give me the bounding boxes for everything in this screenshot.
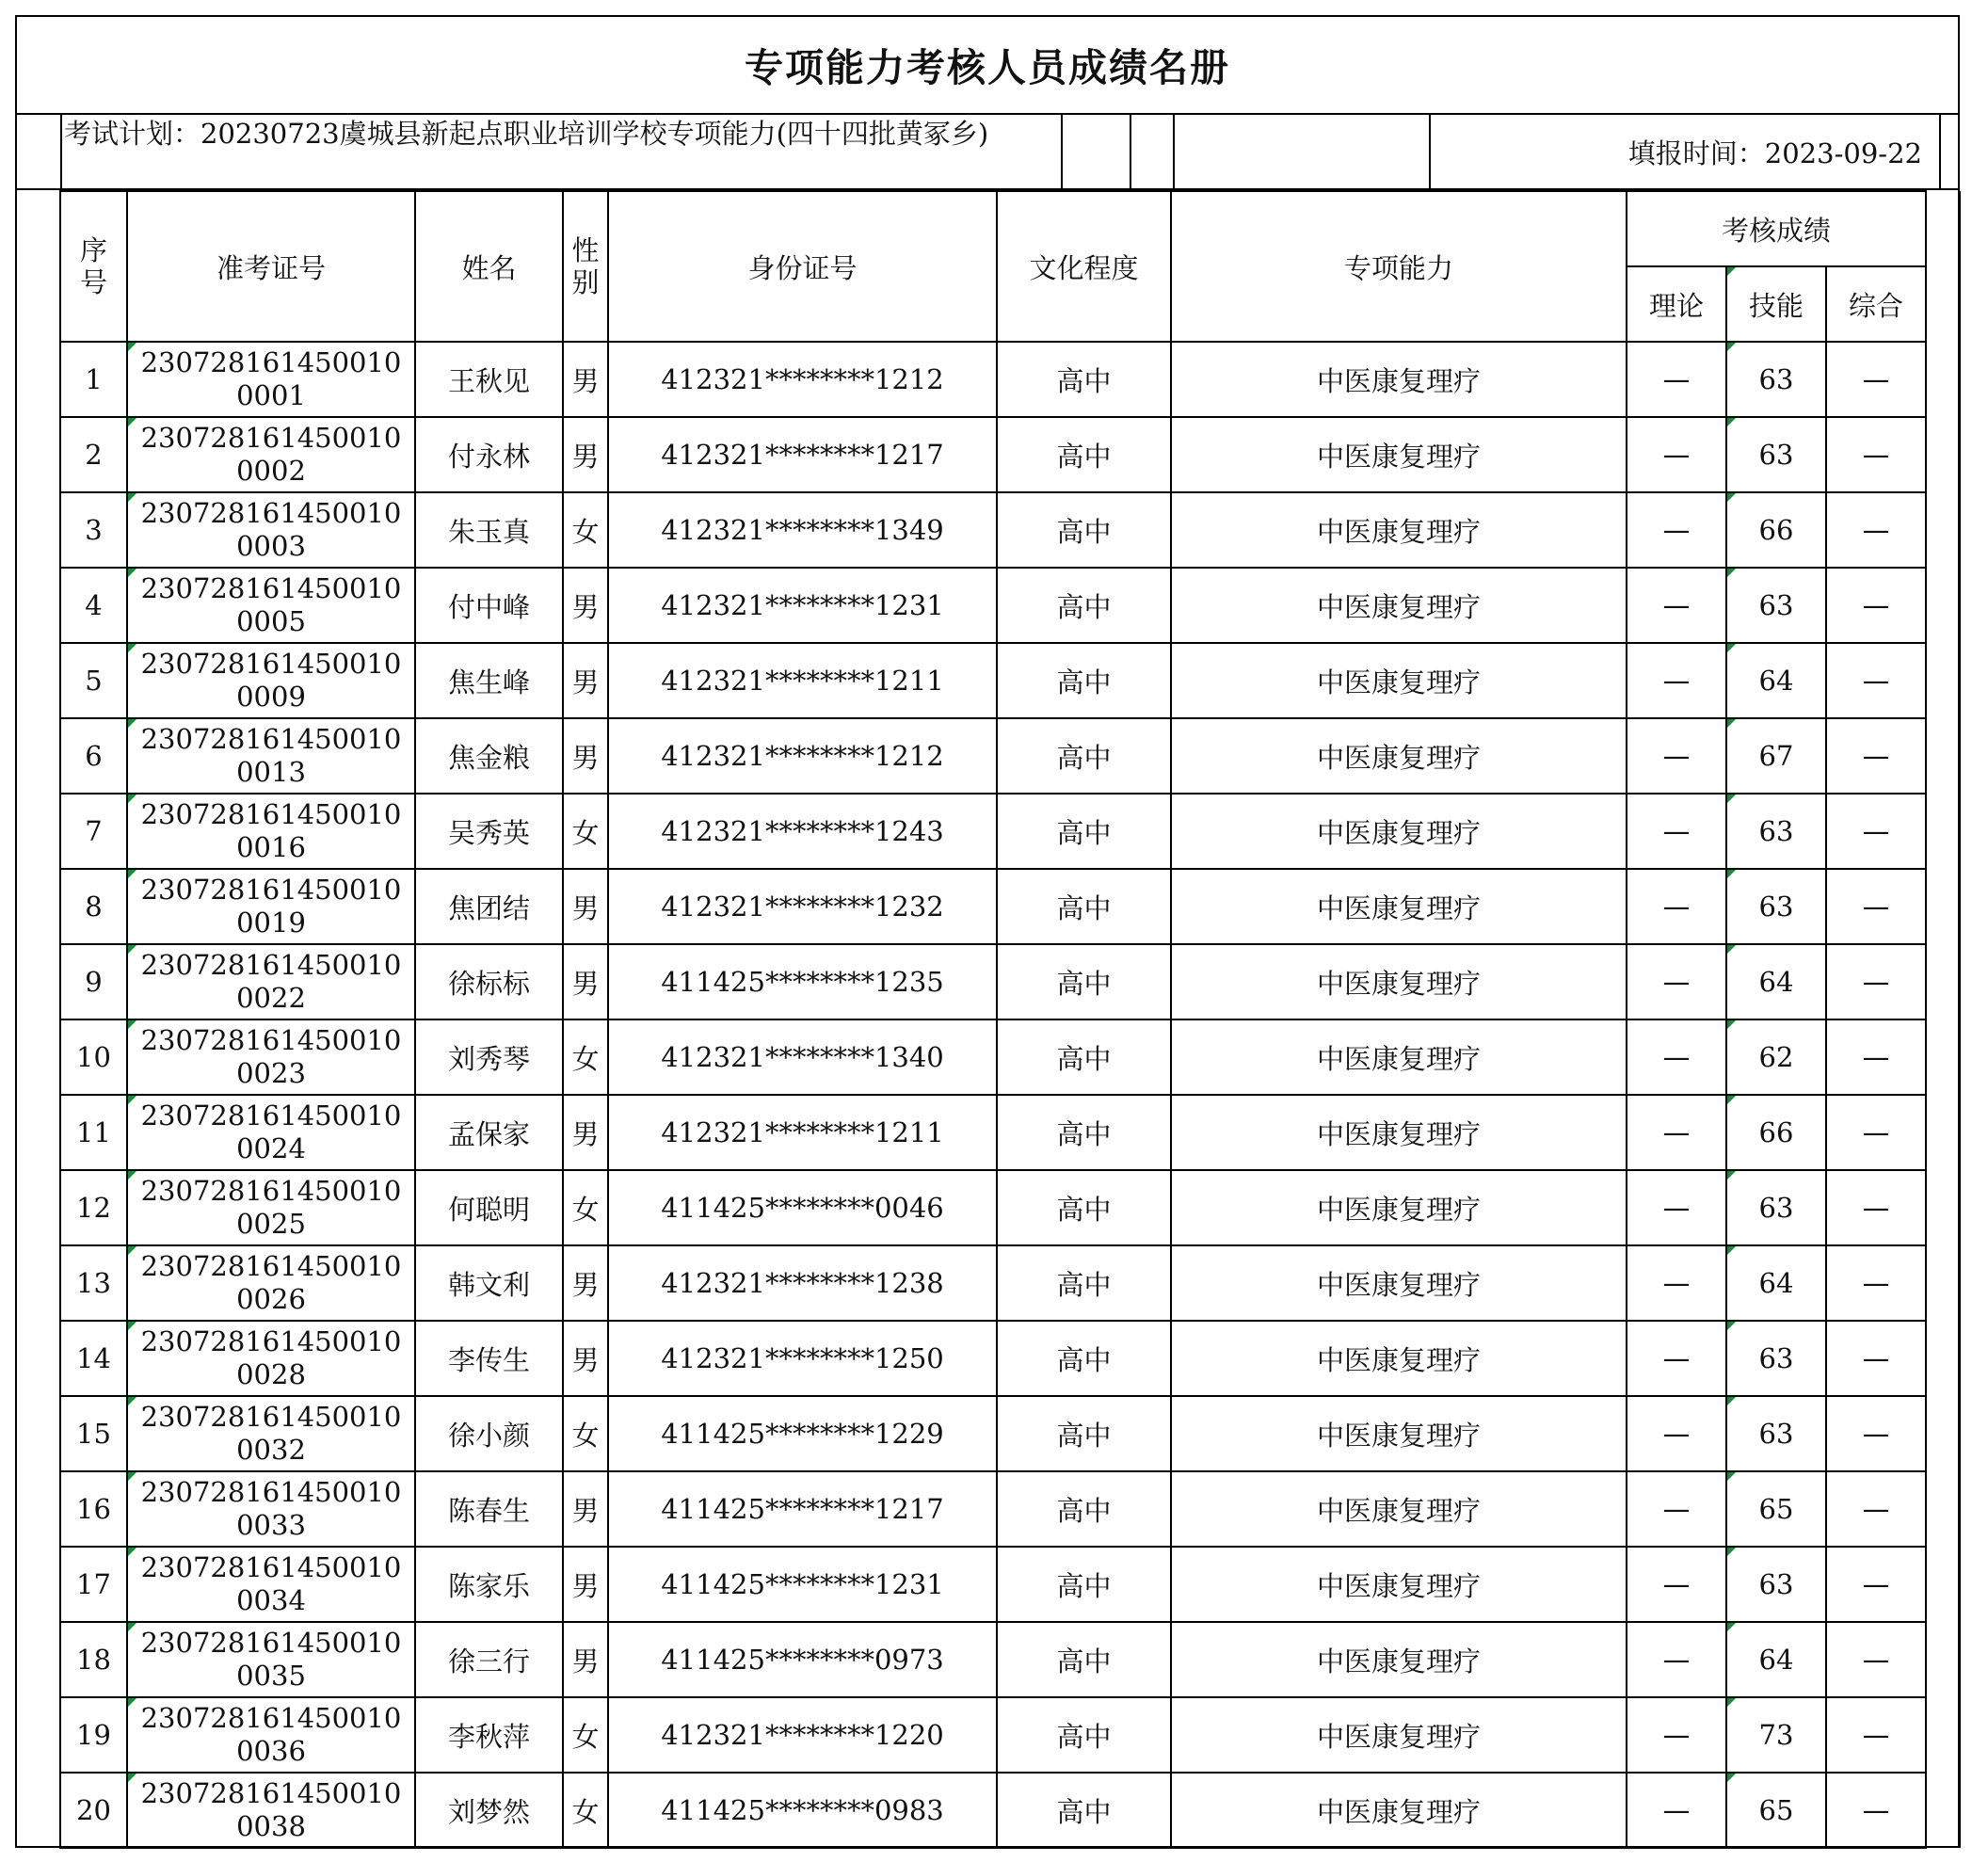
left-margin-cell [15,1321,60,1396]
gender-cell: 女 [563,492,608,568]
theory-score-cell: — [1627,492,1726,568]
theory-score-cell: — [1627,568,1726,643]
table-row [15,1622,1960,1697]
table-row [15,1245,1960,1321]
gender-cell: 女 [563,1170,608,1245]
left-margin-cell [15,794,60,869]
right-margin-cell [1926,417,1960,492]
left-margin-cell [15,492,60,568]
name-cell: 焦团结 [415,869,563,944]
practice-score-cell: 63 [1726,342,1826,417]
name-cell: 陈家乐 [415,1547,563,1622]
left-margin-cell [15,1019,60,1095]
id-number-cell: 412321********1243 [608,794,997,869]
theory-score-cell: — [1627,1697,1726,1773]
table-row [15,643,1960,718]
practice-score-cell: 65 [1726,1471,1826,1547]
overall-score-cell: — [1826,1697,1926,1773]
right-margin-cell [1926,1170,1960,1245]
skill-cell: 中医康复理疗 [1171,1095,1627,1170]
gender-cell: 女 [563,1019,608,1095]
name-cell: 焦生峰 [415,643,563,718]
seq-cell: 5 [60,643,127,718]
ticket-number-cell: 2307281614500100032 [127,1396,415,1471]
id-number-cell: 412321********1212 [608,342,997,417]
practice-score-cell: 66 [1726,492,1826,568]
left-margin-cell [15,1396,60,1471]
theory-score-cell: — [1627,794,1726,869]
ticket-number-cell: 2307281614500100038 [127,1773,415,1848]
education-cell: 高中 [997,643,1171,718]
left-margin-cell [15,643,60,718]
table-row [15,1170,1960,1245]
gender-cell: 女 [563,1396,608,1471]
seq-cell: 10 [60,1019,127,1095]
score-table [15,190,1961,1849]
seq-cell: 12 [60,1170,127,1245]
info-fill-time-cell [1431,115,1941,188]
gender-cell: 男 [563,1321,608,1396]
id-number-cell: 411425********1235 [608,944,997,1019]
education-cell: 高中 [997,1471,1171,1547]
id-number-cell: 412321********1211 [608,643,997,718]
right-margin-cell [1926,1245,1960,1321]
skill-cell: 中医康复理疗 [1171,944,1627,1019]
overall-score-cell: — [1826,568,1926,643]
title-row [15,15,1960,115]
practice-score-cell: 73 [1726,1697,1826,1773]
gender-cell: 男 [563,1547,608,1622]
right-margin-cell [1926,1321,1960,1396]
education-cell: 高中 [997,492,1171,568]
id-number-cell: 412321********1220 [608,1697,997,1773]
left-margin-cell [15,417,60,492]
practice-score-cell: 65 [1726,1773,1826,1848]
seq-cell: 6 [60,718,127,794]
table-row [15,1773,1960,1848]
id-number-cell: 411425********0046 [608,1170,997,1245]
practice-score-cell: 67 [1726,718,1826,794]
theory-score-cell: — [1627,869,1726,944]
ticket-number-cell: 2307281614500100035 [127,1622,415,1697]
practice-score-cell: 63 [1726,869,1826,944]
seq-cell: 15 [60,1396,127,1471]
overall-score-cell: — [1826,1622,1926,1697]
education-cell: 高中 [997,869,1171,944]
info-empty-cell-1 [1063,115,1131,188]
id-number-cell: 411425********0983 [608,1773,997,1848]
left-margin-cell [15,718,60,794]
gender-cell: 女 [563,1773,608,1848]
header-gender [563,191,608,342]
name-cell: 李秋萍 [415,1697,563,1773]
education-cell: 高中 [997,1622,1171,1697]
theory-score-cell: — [1627,1245,1726,1321]
practice-score-cell: 63 [1726,1170,1826,1245]
gender-cell: 女 [563,794,608,869]
header-gender-label: 性 别 [571,234,600,298]
right-margin-cell [1926,191,1960,342]
right-margin-cell [1926,869,1960,944]
education-cell: 高中 [997,342,1171,417]
education-cell: 高中 [997,1321,1171,1396]
header-row-1 [15,191,1960,266]
ticket-number-cell: 2307281614500100034 [127,1547,415,1622]
name-cell: 何聪明 [415,1170,563,1245]
header-id: 身份证号 [608,191,997,342]
seq-cell: 7 [60,794,127,869]
id-number-cell: 412321********1212 [608,718,997,794]
table-row [15,342,1960,417]
education-cell: 高中 [997,1095,1171,1170]
overall-score-cell: — [1826,492,1926,568]
right-margin-cell [1926,1697,1960,1773]
left-margin-cell [15,869,60,944]
name-cell: 王秋见 [415,342,563,417]
overall-score-cell: — [1826,1321,1926,1396]
skill-cell: 中医康复理疗 [1171,1396,1627,1471]
practice-score-cell: 63 [1726,568,1826,643]
practice-score-cell: 62 [1726,1019,1826,1095]
header-overall: 综合 [1826,266,1926,342]
table-row [15,417,1960,492]
skill-cell: 中医康复理疗 [1171,342,1627,417]
education-cell: 高中 [997,718,1171,794]
overall-score-cell: — [1826,718,1926,794]
education-cell: 高中 [997,794,1171,869]
left-margin-cell [15,568,60,643]
gender-cell: 男 [563,342,608,417]
practice-score-cell: 64 [1726,1622,1826,1697]
seq-cell: 9 [60,944,127,1019]
theory-score-cell: — [1627,1622,1726,1697]
practice-score-cell: 63 [1726,1321,1826,1396]
ticket-number-cell: 2307281614500100009 [127,643,415,718]
right-margin-cell [1926,794,1960,869]
fill-time-text: 填报时间：2023-09-22 [1627,136,1922,169]
table-row [15,568,1960,643]
id-number-cell: 412321********1349 [608,492,997,568]
skill-cell: 中医康复理疗 [1171,1697,1627,1773]
right-margin-cell [1926,1773,1960,1848]
ticket-number-cell: 2307281614500100001 [127,342,415,417]
education-cell: 高中 [997,417,1171,492]
skill-cell: 中医康复理疗 [1171,1321,1627,1396]
left-margin-cell [15,1170,60,1245]
seq-cell: 17 [60,1547,127,1622]
skill-cell: 中医康复理疗 [1171,643,1627,718]
skill-cell: 中医康复理疗 [1171,794,1627,869]
gender-cell: 男 [563,1622,608,1697]
right-margin-cell [1926,1095,1960,1170]
info-empty-cell-3 [1175,115,1431,188]
info-row [15,115,1960,190]
left-margin-cell [15,1547,60,1622]
overall-score-cell: — [1826,944,1926,1019]
ticket-number-cell: 2307281614500100022 [127,944,415,1019]
theory-score-cell: — [1627,1773,1726,1848]
education-cell: 高中 [997,1019,1171,1095]
practice-score-cell: 63 [1726,1396,1826,1471]
table-row [15,794,1960,869]
gender-cell: 女 [563,1697,608,1773]
header-ticket: 准考证号 [127,191,415,342]
practice-score-cell: 64 [1726,643,1826,718]
practice-score-cell: 63 [1726,1547,1826,1622]
table-row [15,718,1960,794]
header-seq-label: 序 号 [79,234,107,298]
ticket-number-cell: 2307281614500100023 [127,1019,415,1095]
skill-cell: 中医康复理疗 [1171,718,1627,794]
theory-score-cell: — [1627,1396,1726,1471]
header-score-group: 考核成绩 [1627,191,1926,266]
ticket-number-cell: 2307281614500100036 [127,1697,415,1773]
overall-score-cell: — [1826,869,1926,944]
ticket-number-cell: 2307281614500100024 [127,1095,415,1170]
id-number-cell: 412321********1238 [608,1245,997,1321]
right-margin-cell [1926,944,1960,1019]
name-cell: 刘梦然 [415,1773,563,1848]
id-number-cell: 412321********1232 [608,869,997,944]
exam-plan-text: 考试计划：20230723虞城县新起点职业培训学校专项能力(四十四批黄冢乡) [64,118,989,150]
skill-cell: 中医康复理疗 [1171,1547,1627,1622]
left-margin-cell [15,342,60,417]
name-cell: 朱玉真 [415,492,563,568]
page-title: 专项能力考核人员成绩名册 [745,44,1230,90]
id-number-cell: 412321********1250 [608,1321,997,1396]
header-name: 姓名 [415,191,563,342]
right-margin-cell [1926,1547,1960,1622]
header-edu: 文化程度 [997,191,1171,342]
education-cell: 高中 [997,944,1171,1019]
right-margin-cell [1926,1471,1960,1547]
right-margin-cell [1926,718,1960,794]
practice-score-cell: 66 [1726,1095,1826,1170]
right-margin-cell [1926,342,1960,417]
skill-cell: 中医康复理疗 [1171,1471,1627,1547]
theory-score-cell: — [1627,342,1726,417]
theory-score-cell: — [1627,643,1726,718]
gender-cell: 男 [563,869,608,944]
seq-cell: 3 [60,492,127,568]
header-practice: 技能 [1726,266,1826,342]
overall-score-cell: — [1826,643,1926,718]
education-cell: 高中 [997,1697,1171,1773]
id-number-cell: 412321********1231 [608,568,997,643]
overall-score-cell: — [1826,1471,1926,1547]
overall-score-cell: — [1826,342,1926,417]
seq-cell: 16 [60,1471,127,1547]
table-row [15,1396,1960,1471]
right-margin-cell [1926,1622,1960,1697]
left-margin-cell [15,1471,60,1547]
seq-cell: 2 [60,417,127,492]
id-number-cell: 412321********1211 [608,1095,997,1170]
education-cell: 高中 [997,1547,1171,1622]
skill-cell: 中医康复理疗 [1171,492,1627,568]
education-cell: 高中 [997,1773,1171,1848]
gender-cell: 男 [563,718,608,794]
header-theory: 理论 [1627,266,1726,342]
ticket-number-cell: 2307281614500100033 [127,1471,415,1547]
name-cell: 徐标标 [415,944,563,1019]
left-margin-cell [15,191,60,342]
practice-score-cell: 63 [1726,417,1826,492]
gender-cell: 男 [563,417,608,492]
overall-score-cell: — [1826,1170,1926,1245]
right-margin-cell [1926,568,1960,643]
overall-score-cell: — [1826,1095,1926,1170]
id-number-cell: 411425********1217 [608,1471,997,1547]
theory-score-cell: — [1627,944,1726,1019]
seq-cell: 20 [60,1773,127,1848]
seq-cell: 19 [60,1697,127,1773]
name-cell: 吴秀英 [415,794,563,869]
ticket-number-cell: 2307281614500100019 [127,869,415,944]
gender-cell: 男 [563,944,608,1019]
id-number-cell: 411425********0973 [608,1622,997,1697]
gender-cell: 男 [563,568,608,643]
gender-cell: 男 [563,643,608,718]
name-cell: 陈春生 [415,1471,563,1547]
name-cell: 焦金粮 [415,718,563,794]
table-row [15,944,1960,1019]
ticket-number-cell: 2307281614500100025 [127,1170,415,1245]
skill-cell: 中医康复理疗 [1171,1019,1627,1095]
right-margin-cell [1926,1396,1960,1471]
theory-score-cell: — [1627,718,1726,794]
theory-score-cell: — [1627,1170,1726,1245]
seq-cell: 8 [60,869,127,944]
ticket-number-cell: 2307281614500100003 [127,492,415,568]
name-cell: 李传生 [415,1321,563,1396]
skill-cell: 中医康复理疗 [1171,417,1627,492]
seq-cell: 4 [60,568,127,643]
name-cell: 孟保家 [415,1095,563,1170]
name-cell: 韩文利 [415,1245,563,1321]
right-margin-cell [1926,643,1960,718]
education-cell: 高中 [997,1396,1171,1471]
practice-score-cell: 64 [1726,1245,1826,1321]
overall-score-cell: — [1826,1547,1926,1622]
name-cell: 付永林 [415,417,563,492]
table-row [15,1095,1960,1170]
theory-score-cell: — [1627,1095,1726,1170]
overall-score-cell: — [1826,417,1926,492]
skill-cell: 中医康复理疗 [1171,1245,1627,1321]
skill-cell: 中医康复理疗 [1171,568,1627,643]
theory-score-cell: — [1627,1019,1726,1095]
gender-cell: 男 [563,1095,608,1170]
id-number-cell: 412321********1340 [608,1019,997,1095]
seq-cell: 1 [60,342,127,417]
info-empty-cell-2 [1131,115,1175,188]
education-cell: 高中 [997,1245,1171,1321]
overall-score-cell: — [1826,794,1926,869]
seq-cell: 11 [60,1095,127,1170]
gender-cell: 男 [563,1245,608,1321]
header-skill: 专项能力 [1171,191,1627,342]
theory-score-cell: — [1627,1471,1726,1547]
name-cell: 徐三行 [415,1622,563,1697]
ticket-number-cell: 2307281614500100016 [127,794,415,869]
id-number-cell: 412321********1217 [608,417,997,492]
theory-score-cell: — [1627,417,1726,492]
overall-score-cell: — [1826,1396,1926,1471]
ticket-number-cell: 2307281614500100026 [127,1245,415,1321]
header-seq [60,191,127,342]
education-cell: 高中 [997,1170,1171,1245]
seq-cell: 18 [60,1622,127,1697]
theory-score-cell: — [1627,1547,1726,1622]
table-row [15,1019,1960,1095]
left-margin-cell [15,1095,60,1170]
ticket-number-cell: 2307281614500100002 [127,417,415,492]
right-margin-cell [1926,492,1960,568]
name-cell: 刘秀琴 [415,1019,563,1095]
left-margin-cell [15,1697,60,1773]
table-row [15,1471,1960,1547]
table-row [15,1547,1960,1622]
table-row [15,1321,1960,1396]
info-plan-cell [15,115,1063,188]
overall-score-cell: — [1826,1773,1926,1848]
name-cell: 徐小颜 [415,1396,563,1471]
name-cell: 付中峰 [415,568,563,643]
skill-cell: 中医康复理疗 [1171,1170,1627,1245]
id-number-cell: 411425********1231 [608,1547,997,1622]
left-margin-cell [15,1245,60,1321]
ticket-number-cell: 2307281614500100013 [127,718,415,794]
left-margin-cell [15,944,60,1019]
ticket-number-cell: 2307281614500100028 [127,1321,415,1396]
skill-cell: 中医康复理疗 [1171,869,1627,944]
practice-score-cell: 64 [1726,944,1826,1019]
theory-score-cell: — [1627,1321,1726,1396]
right-margin-cell [1926,1019,1960,1095]
seq-cell: 13 [60,1245,127,1321]
skill-cell: 中医康复理疗 [1171,1622,1627,1697]
overall-score-cell: — [1826,1019,1926,1095]
gender-cell: 男 [563,1471,608,1547]
left-margin-cell [15,1622,60,1697]
table-row [15,492,1960,568]
table-row [15,869,1960,944]
overall-score-cell: — [1826,1245,1926,1321]
practice-score-cell: 63 [1726,794,1826,869]
education-cell: 高中 [997,568,1171,643]
skill-cell: 中医康复理疗 [1171,1773,1627,1848]
seq-cell: 14 [60,1321,127,1396]
left-margin-cell [15,1773,60,1848]
id-number-cell: 411425********1229 [608,1396,997,1471]
table-row [15,1697,1960,1773]
ticket-number-cell: 2307281614500100005 [127,568,415,643]
